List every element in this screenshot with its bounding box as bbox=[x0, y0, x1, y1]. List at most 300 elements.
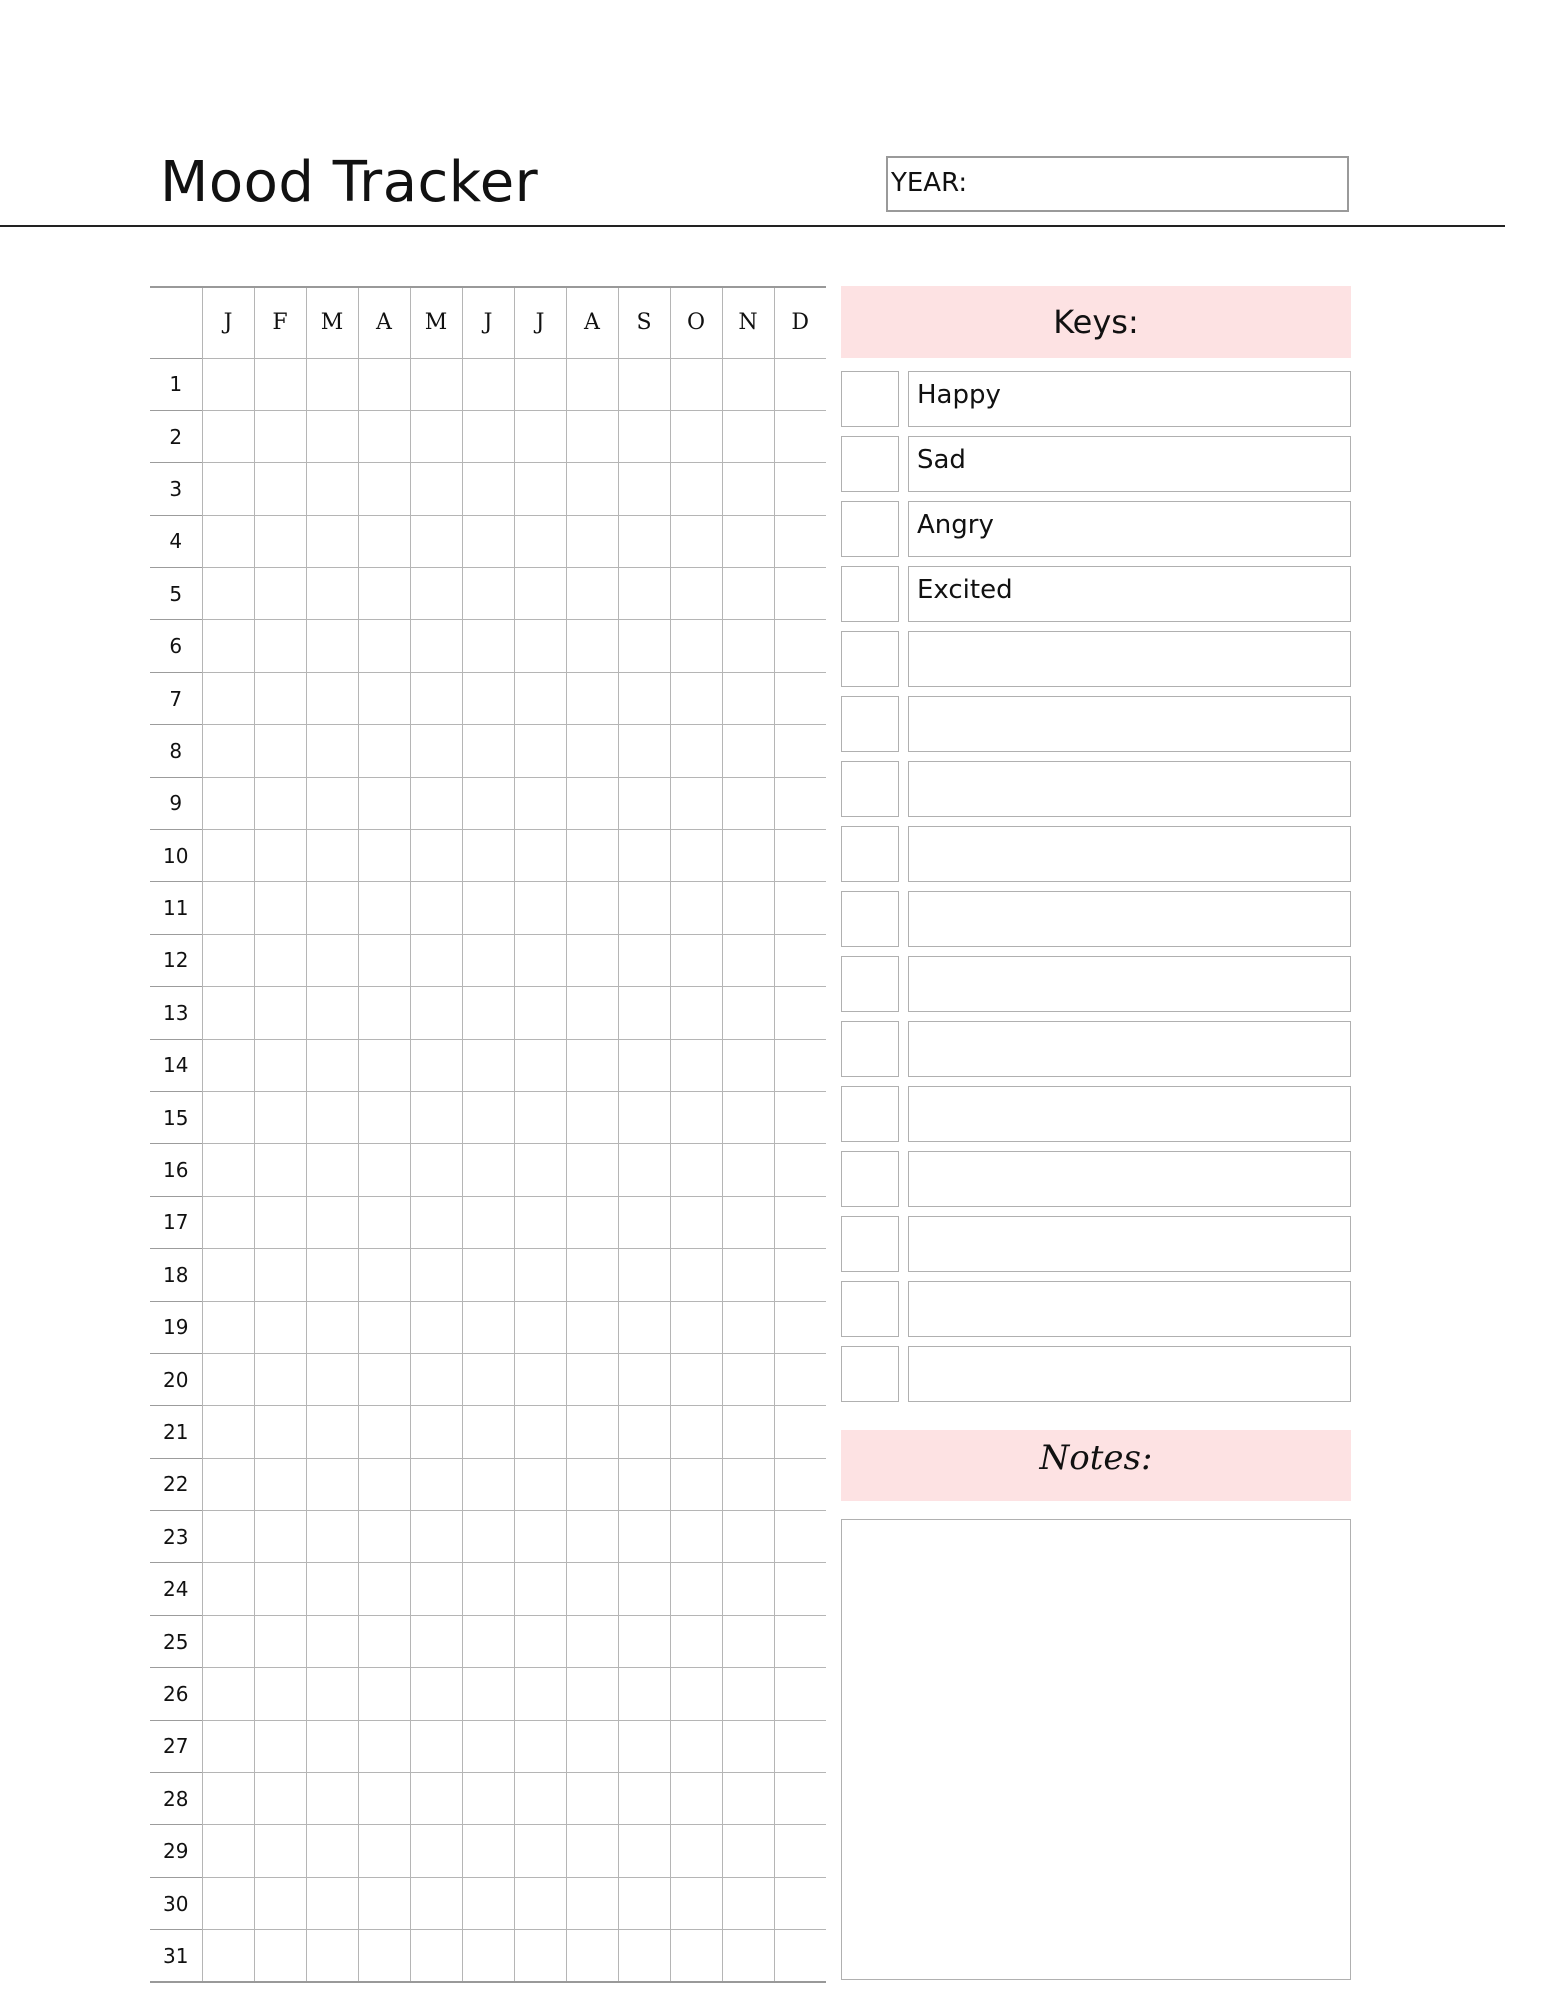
mood-cell[interactable] bbox=[670, 358, 722, 410]
mood-cell[interactable] bbox=[462, 1458, 514, 1510]
mood-cell[interactable] bbox=[618, 934, 670, 986]
mood-cell[interactable] bbox=[722, 1615, 774, 1667]
mood-cell[interactable] bbox=[722, 1720, 774, 1772]
mood-cell[interactable] bbox=[566, 987, 618, 1039]
mood-cell[interactable] bbox=[514, 1563, 566, 1615]
mood-cell[interactable] bbox=[514, 987, 566, 1039]
mood-cell[interactable] bbox=[462, 358, 514, 410]
mood-cell[interactable] bbox=[306, 1458, 358, 1510]
notes-area[interactable] bbox=[841, 1519, 1351, 1980]
mood-cell[interactable] bbox=[618, 515, 670, 567]
mood-cell[interactable] bbox=[306, 1668, 358, 1720]
mood-cell[interactable] bbox=[722, 1196, 774, 1248]
mood-cell[interactable] bbox=[514, 515, 566, 567]
key-label-field[interactable] bbox=[908, 761, 1351, 817]
mood-cell[interactable] bbox=[410, 1773, 462, 1825]
key-color-swatch[interactable] bbox=[841, 891, 899, 947]
key-label-field[interactable] bbox=[908, 631, 1351, 687]
mood-cell[interactable] bbox=[722, 1353, 774, 1405]
mood-cell[interactable] bbox=[358, 1877, 410, 1929]
mood-cell[interactable] bbox=[254, 987, 306, 1039]
mood-cell[interactable] bbox=[358, 1039, 410, 1091]
mood-cell[interactable] bbox=[462, 777, 514, 829]
mood-cell[interactable] bbox=[722, 934, 774, 986]
mood-cell[interactable] bbox=[306, 358, 358, 410]
mood-cell[interactable] bbox=[774, 1039, 826, 1091]
mood-cell[interactable] bbox=[254, 568, 306, 620]
mood-cell[interactable] bbox=[514, 672, 566, 724]
mood-cell[interactable] bbox=[306, 934, 358, 986]
mood-cell[interactable] bbox=[410, 1301, 462, 1353]
mood-cell[interactable] bbox=[514, 1039, 566, 1091]
mood-cell[interactable] bbox=[202, 515, 254, 567]
mood-cell[interactable] bbox=[618, 1039, 670, 1091]
mood-cell[interactable] bbox=[774, 463, 826, 515]
mood-cell[interactable] bbox=[670, 620, 722, 672]
mood-cell[interactable] bbox=[670, 672, 722, 724]
mood-cell[interactable] bbox=[254, 358, 306, 410]
mood-cell[interactable] bbox=[722, 410, 774, 462]
key-label-field[interactable] bbox=[908, 1346, 1351, 1402]
key-color-swatch[interactable] bbox=[841, 631, 899, 687]
mood-cell[interactable] bbox=[202, 358, 254, 410]
mood-cell[interactable] bbox=[254, 515, 306, 567]
mood-cell[interactable] bbox=[514, 1668, 566, 1720]
mood-cell[interactable] bbox=[462, 1773, 514, 1825]
mood-cell[interactable] bbox=[306, 777, 358, 829]
mood-cell[interactable] bbox=[462, 410, 514, 462]
mood-cell[interactable] bbox=[358, 725, 410, 777]
mood-cell[interactable] bbox=[202, 830, 254, 882]
mood-cell[interactable] bbox=[670, 1825, 722, 1877]
mood-cell[interactable] bbox=[306, 1301, 358, 1353]
mood-cell[interactable] bbox=[358, 358, 410, 410]
mood-cell[interactable] bbox=[722, 1144, 774, 1196]
mood-cell[interactable] bbox=[410, 987, 462, 1039]
mood-cell[interactable] bbox=[254, 1720, 306, 1772]
mood-cell[interactable] bbox=[462, 1196, 514, 1248]
mood-cell[interactable] bbox=[566, 1091, 618, 1143]
mood-cell[interactable] bbox=[306, 410, 358, 462]
key-color-swatch[interactable] bbox=[841, 956, 899, 1012]
mood-cell[interactable] bbox=[254, 1039, 306, 1091]
mood-cell[interactable] bbox=[254, 1249, 306, 1301]
mood-cell[interactable] bbox=[306, 1511, 358, 1563]
mood-cell[interactable] bbox=[410, 1406, 462, 1458]
mood-cell[interactable] bbox=[358, 1930, 410, 1982]
mood-cell[interactable] bbox=[410, 830, 462, 882]
mood-cell[interactable] bbox=[202, 620, 254, 672]
mood-cell[interactable] bbox=[254, 1773, 306, 1825]
mood-cell[interactable] bbox=[358, 1458, 410, 1510]
mood-cell[interactable] bbox=[514, 1091, 566, 1143]
mood-cell[interactable] bbox=[566, 515, 618, 567]
key-color-swatch[interactable] bbox=[841, 1151, 899, 1207]
mood-cell[interactable] bbox=[202, 1877, 254, 1929]
mood-cell[interactable] bbox=[566, 1668, 618, 1720]
mood-cell[interactable] bbox=[462, 1930, 514, 1982]
mood-cell[interactable] bbox=[722, 463, 774, 515]
mood-cell[interactable] bbox=[306, 1877, 358, 1929]
mood-cell[interactable] bbox=[202, 1196, 254, 1248]
mood-cell[interactable] bbox=[514, 1406, 566, 1458]
mood-cell[interactable] bbox=[254, 1353, 306, 1405]
mood-cell[interactable] bbox=[670, 1877, 722, 1929]
mood-cell[interactable] bbox=[722, 1039, 774, 1091]
mood-cell[interactable] bbox=[202, 1144, 254, 1196]
mood-cell[interactable] bbox=[566, 830, 618, 882]
mood-cell[interactable] bbox=[254, 1930, 306, 1982]
mood-cell[interactable] bbox=[566, 777, 618, 829]
mood-cell[interactable] bbox=[670, 1720, 722, 1772]
mood-cell[interactable] bbox=[202, 1353, 254, 1405]
mood-cell[interactable] bbox=[566, 1773, 618, 1825]
mood-cell[interactable] bbox=[306, 1930, 358, 1982]
mood-cell[interactable] bbox=[514, 1458, 566, 1510]
mood-cell[interactable] bbox=[618, 1930, 670, 1982]
mood-cell[interactable] bbox=[462, 568, 514, 620]
mood-cell[interactable] bbox=[462, 1720, 514, 1772]
mood-cell[interactable] bbox=[410, 1249, 462, 1301]
mood-cell[interactable] bbox=[774, 987, 826, 1039]
mood-cell[interactable] bbox=[566, 463, 618, 515]
mood-cell[interactable] bbox=[514, 1825, 566, 1877]
mood-cell[interactable] bbox=[202, 568, 254, 620]
mood-cell[interactable] bbox=[462, 1615, 514, 1667]
mood-cell[interactable] bbox=[254, 830, 306, 882]
key-color-swatch[interactable] bbox=[841, 1281, 899, 1337]
mood-cell[interactable] bbox=[202, 725, 254, 777]
mood-cell[interactable] bbox=[618, 410, 670, 462]
mood-cell[interactable] bbox=[358, 1615, 410, 1667]
mood-cell[interactable] bbox=[306, 1039, 358, 1091]
mood-cell[interactable] bbox=[306, 1406, 358, 1458]
mood-cell[interactable] bbox=[462, 1039, 514, 1091]
mood-cell[interactable] bbox=[462, 1406, 514, 1458]
mood-cell[interactable] bbox=[670, 882, 722, 934]
mood-cell[interactable] bbox=[358, 1773, 410, 1825]
mood-cell[interactable] bbox=[358, 1406, 410, 1458]
mood-cell[interactable] bbox=[462, 1825, 514, 1877]
key-label-field[interactable] bbox=[908, 1281, 1351, 1337]
mood-cell[interactable] bbox=[254, 1091, 306, 1143]
mood-cell[interactable] bbox=[306, 1720, 358, 1772]
mood-cell[interactable] bbox=[670, 410, 722, 462]
mood-cell[interactable] bbox=[566, 725, 618, 777]
mood-cell[interactable] bbox=[618, 725, 670, 777]
mood-cell[interactable] bbox=[670, 1353, 722, 1405]
mood-cell[interactable] bbox=[722, 1249, 774, 1301]
mood-cell[interactable] bbox=[202, 672, 254, 724]
mood-cell[interactable] bbox=[462, 1668, 514, 1720]
mood-cell[interactable] bbox=[618, 1196, 670, 1248]
mood-cell[interactable] bbox=[462, 672, 514, 724]
mood-cell[interactable] bbox=[462, 1511, 514, 1563]
mood-cell[interactable] bbox=[670, 725, 722, 777]
mood-cell[interactable] bbox=[306, 1196, 358, 1248]
mood-cell[interactable] bbox=[566, 1144, 618, 1196]
mood-cell[interactable] bbox=[306, 725, 358, 777]
mood-cell[interactable] bbox=[774, 1668, 826, 1720]
mood-cell[interactable] bbox=[202, 934, 254, 986]
mood-cell[interactable] bbox=[358, 1353, 410, 1405]
mood-cell[interactable] bbox=[618, 1458, 670, 1510]
mood-cell[interactable] bbox=[670, 568, 722, 620]
mood-cell[interactable] bbox=[462, 1301, 514, 1353]
mood-cell[interactable] bbox=[618, 1773, 670, 1825]
mood-cell[interactable] bbox=[410, 1720, 462, 1772]
mood-cell[interactable] bbox=[774, 1877, 826, 1929]
mood-cell[interactable] bbox=[774, 1720, 826, 1772]
mood-cell[interactable] bbox=[566, 934, 618, 986]
key-label-field[interactable] bbox=[908, 1216, 1351, 1272]
mood-cell[interactable] bbox=[410, 1877, 462, 1929]
mood-cell[interactable] bbox=[358, 410, 410, 462]
mood-cell[interactable] bbox=[202, 882, 254, 934]
key-label-field[interactable] bbox=[908, 1151, 1351, 1207]
mood-cell[interactable] bbox=[670, 1615, 722, 1667]
mood-cell[interactable] bbox=[722, 1458, 774, 1510]
mood-cell[interactable] bbox=[670, 1196, 722, 1248]
mood-cell[interactable] bbox=[670, 1144, 722, 1196]
mood-cell[interactable] bbox=[202, 1773, 254, 1825]
mood-cell[interactable] bbox=[618, 1249, 670, 1301]
mood-cell[interactable] bbox=[774, 882, 826, 934]
mood-cell[interactable] bbox=[462, 620, 514, 672]
mood-cell[interactable] bbox=[254, 1615, 306, 1667]
mood-cell[interactable] bbox=[358, 934, 410, 986]
mood-cell[interactable] bbox=[410, 1511, 462, 1563]
mood-cell[interactable] bbox=[410, 1144, 462, 1196]
mood-cell[interactable] bbox=[410, 672, 462, 724]
key-color-swatch[interactable] bbox=[841, 1346, 899, 1402]
mood-cell[interactable] bbox=[774, 1458, 826, 1510]
mood-cell[interactable] bbox=[410, 620, 462, 672]
mood-cell[interactable] bbox=[358, 463, 410, 515]
key-color-swatch[interactable] bbox=[841, 1216, 899, 1272]
mood-cell[interactable] bbox=[722, 830, 774, 882]
mood-cell[interactable] bbox=[722, 1668, 774, 1720]
mood-cell[interactable] bbox=[670, 1930, 722, 1982]
mood-cell[interactable] bbox=[566, 1615, 618, 1667]
mood-cell[interactable] bbox=[514, 410, 566, 462]
mood-cell[interactable] bbox=[462, 515, 514, 567]
mood-cell[interactable] bbox=[306, 1563, 358, 1615]
mood-cell[interactable] bbox=[566, 1930, 618, 1982]
mood-cell[interactable] bbox=[722, 568, 774, 620]
mood-cell[interactable] bbox=[514, 1930, 566, 1982]
mood-cell[interactable] bbox=[254, 1563, 306, 1615]
mood-cell[interactable] bbox=[566, 1458, 618, 1510]
mood-cell[interactable] bbox=[670, 1458, 722, 1510]
mood-cell[interactable] bbox=[566, 1039, 618, 1091]
mood-cell[interactable] bbox=[670, 515, 722, 567]
mood-cell[interactable] bbox=[618, 1144, 670, 1196]
mood-cell[interactable] bbox=[410, 882, 462, 934]
mood-cell[interactable] bbox=[202, 777, 254, 829]
mood-cell[interactable] bbox=[514, 830, 566, 882]
mood-cell[interactable] bbox=[306, 1144, 358, 1196]
mood-cell[interactable] bbox=[618, 1563, 670, 1615]
mood-cell[interactable] bbox=[566, 672, 618, 724]
mood-cell[interactable] bbox=[774, 515, 826, 567]
mood-cell[interactable] bbox=[514, 620, 566, 672]
key-label-field[interactable] bbox=[908, 891, 1351, 947]
mood-cell[interactable] bbox=[306, 1825, 358, 1877]
mood-cell[interactable] bbox=[462, 1877, 514, 1929]
mood-cell[interactable] bbox=[722, 777, 774, 829]
mood-cell[interactable] bbox=[670, 1249, 722, 1301]
mood-cell[interactable] bbox=[774, 672, 826, 724]
mood-cell[interactable] bbox=[618, 1511, 670, 1563]
mood-cell[interactable] bbox=[306, 620, 358, 672]
mood-cell[interactable] bbox=[254, 1825, 306, 1877]
mood-cell[interactable] bbox=[202, 463, 254, 515]
mood-cell[interactable] bbox=[410, 1196, 462, 1248]
mood-cell[interactable] bbox=[462, 1353, 514, 1405]
mood-cell[interactable] bbox=[358, 1091, 410, 1143]
key-color-swatch[interactable] bbox=[841, 826, 899, 882]
mood-cell[interactable] bbox=[358, 1511, 410, 1563]
mood-cell[interactable] bbox=[306, 1353, 358, 1405]
key-label-field[interactable]: Angry bbox=[908, 501, 1351, 557]
mood-cell[interactable] bbox=[566, 1196, 618, 1248]
mood-cell[interactable] bbox=[566, 1353, 618, 1405]
mood-cell[interactable] bbox=[410, 1091, 462, 1143]
mood-cell[interactable] bbox=[670, 1668, 722, 1720]
mood-cell[interactable] bbox=[410, 515, 462, 567]
mood-cell[interactable] bbox=[358, 1563, 410, 1615]
mood-cell[interactable] bbox=[358, 987, 410, 1039]
mood-cell[interactable] bbox=[722, 672, 774, 724]
mood-cell[interactable] bbox=[722, 1773, 774, 1825]
key-color-swatch[interactable] bbox=[841, 371, 899, 427]
mood-cell[interactable] bbox=[618, 882, 670, 934]
mood-cell[interactable] bbox=[462, 725, 514, 777]
mood-cell[interactable] bbox=[618, 1615, 670, 1667]
mood-cell[interactable] bbox=[358, 1196, 410, 1248]
mood-cell[interactable] bbox=[618, 1353, 670, 1405]
mood-cell[interactable] bbox=[358, 1825, 410, 1877]
mood-cell[interactable] bbox=[618, 1877, 670, 1929]
mood-cell[interactable] bbox=[670, 1511, 722, 1563]
mood-cell[interactable] bbox=[358, 1249, 410, 1301]
mood-cell[interactable] bbox=[722, 1563, 774, 1615]
mood-cell[interactable] bbox=[514, 358, 566, 410]
mood-cell[interactable] bbox=[722, 1877, 774, 1929]
mood-cell[interactable] bbox=[618, 1825, 670, 1877]
mood-cell[interactable] bbox=[566, 358, 618, 410]
mood-cell[interactable] bbox=[670, 830, 722, 882]
mood-cell[interactable] bbox=[670, 1091, 722, 1143]
key-label-field[interactable]: Excited bbox=[908, 566, 1351, 622]
mood-cell[interactable] bbox=[774, 1196, 826, 1248]
mood-cell[interactable] bbox=[670, 1301, 722, 1353]
mood-cell[interactable] bbox=[670, 777, 722, 829]
mood-cell[interactable] bbox=[410, 777, 462, 829]
key-color-swatch[interactable] bbox=[841, 436, 899, 492]
mood-cell[interactable] bbox=[774, 568, 826, 620]
mood-cell[interactable] bbox=[618, 568, 670, 620]
key-color-swatch[interactable] bbox=[841, 566, 899, 622]
mood-cell[interactable] bbox=[306, 568, 358, 620]
mood-cell[interactable] bbox=[566, 1301, 618, 1353]
mood-cell[interactable] bbox=[462, 1563, 514, 1615]
mood-cell[interactable] bbox=[254, 1144, 306, 1196]
mood-cell[interactable] bbox=[410, 568, 462, 620]
mood-cell[interactable] bbox=[670, 1563, 722, 1615]
mood-cell[interactable] bbox=[618, 358, 670, 410]
key-label-field[interactable]: Sad bbox=[908, 436, 1351, 492]
mood-cell[interactable] bbox=[722, 1406, 774, 1458]
mood-cell[interactable] bbox=[670, 1773, 722, 1825]
mood-cell[interactable] bbox=[774, 1301, 826, 1353]
mood-cell[interactable] bbox=[618, 1720, 670, 1772]
mood-cell[interactable] bbox=[254, 934, 306, 986]
mood-cell[interactable] bbox=[774, 1511, 826, 1563]
mood-cell[interactable] bbox=[410, 1825, 462, 1877]
mood-cell[interactable] bbox=[254, 725, 306, 777]
mood-cell[interactable] bbox=[774, 410, 826, 462]
key-color-swatch[interactable] bbox=[841, 761, 899, 817]
mood-cell[interactable] bbox=[722, 1930, 774, 1982]
mood-cell[interactable] bbox=[410, 410, 462, 462]
mood-cell[interactable] bbox=[618, 830, 670, 882]
mood-cell[interactable] bbox=[514, 1249, 566, 1301]
mood-cell[interactable] bbox=[462, 1091, 514, 1143]
mood-cell[interactable] bbox=[306, 1091, 358, 1143]
mood-cell[interactable] bbox=[774, 1406, 826, 1458]
mood-cell[interactable] bbox=[722, 725, 774, 777]
mood-cell[interactable] bbox=[774, 1144, 826, 1196]
mood-cell[interactable] bbox=[618, 463, 670, 515]
mood-cell[interactable] bbox=[618, 620, 670, 672]
key-label-field[interactable] bbox=[908, 1021, 1351, 1077]
mood-cell[interactable] bbox=[514, 777, 566, 829]
mood-cell[interactable] bbox=[566, 620, 618, 672]
key-color-swatch[interactable] bbox=[841, 501, 899, 557]
mood-cell[interactable] bbox=[618, 672, 670, 724]
mood-cell[interactable] bbox=[410, 1563, 462, 1615]
mood-cell[interactable] bbox=[410, 1668, 462, 1720]
mood-cell[interactable] bbox=[774, 1773, 826, 1825]
mood-cell[interactable] bbox=[306, 882, 358, 934]
mood-cell[interactable] bbox=[722, 1825, 774, 1877]
mood-cell[interactable] bbox=[514, 725, 566, 777]
mood-cell[interactable] bbox=[514, 1144, 566, 1196]
mood-cell[interactable] bbox=[202, 1458, 254, 1510]
mood-cell[interactable] bbox=[566, 1563, 618, 1615]
mood-cell[interactable] bbox=[722, 1091, 774, 1143]
mood-cell[interactable] bbox=[514, 1720, 566, 1772]
mood-cell[interactable] bbox=[566, 1249, 618, 1301]
mood-cell[interactable] bbox=[722, 1301, 774, 1353]
key-color-swatch[interactable] bbox=[841, 696, 899, 752]
mood-cell[interactable] bbox=[566, 410, 618, 462]
mood-cell[interactable] bbox=[358, 830, 410, 882]
mood-cell[interactable] bbox=[566, 1511, 618, 1563]
mood-cell[interactable] bbox=[670, 1039, 722, 1091]
mood-cell[interactable] bbox=[410, 934, 462, 986]
mood-cell[interactable] bbox=[774, 1353, 826, 1405]
mood-cell[interactable] bbox=[514, 1773, 566, 1825]
mood-cell[interactable] bbox=[774, 1930, 826, 1982]
mood-cell[interactable] bbox=[306, 987, 358, 1039]
mood-cell[interactable] bbox=[358, 672, 410, 724]
key-label-field[interactable] bbox=[908, 1086, 1351, 1142]
mood-cell[interactable] bbox=[618, 1668, 670, 1720]
mood-cell[interactable] bbox=[358, 1668, 410, 1720]
